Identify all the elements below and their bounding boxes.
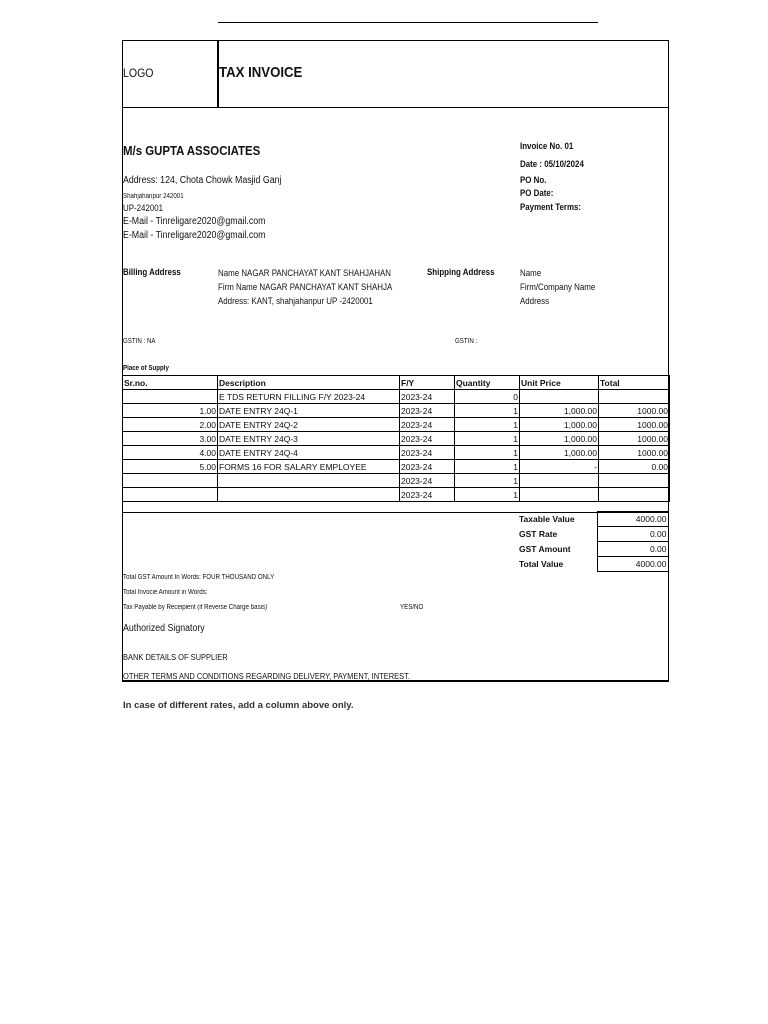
table-row [123,418,670,432]
shipping-address: Address [520,296,550,306]
cell-quantity: 1 [455,432,520,446]
table-row [123,390,670,404]
items-table [122,375,670,502]
cell-fy: 2023-24 [400,446,455,460]
shipping-address-label: Shipping Address [427,267,495,277]
col-header-unit-price: Unit Price [520,376,599,390]
total-value: 4000.00 [597,557,668,572]
cell-description [218,488,400,502]
billing-firm: Firm Name NAGAR PANCHAYAT KANT SHAHJA [218,282,393,292]
supplier-name: M/s GUPTA ASSOCIATES [123,143,261,158]
cell-description: DATE ENTRY 24Q-4 [218,446,400,460]
cell-unit-price [520,390,599,404]
billing-name: Name NAGAR PANCHAYAT KANT SHAHJAHAN [218,268,391,278]
col-header-quantity: Quantity [455,376,520,390]
cell-total: 1000.00 [599,446,670,460]
cell-quantity: 0 [455,390,520,404]
invoice-number: Invoice No. 01 [520,141,574,151]
billing-address-label: Billing Address [123,267,181,277]
supplier-state: UP-242001 [123,203,164,213]
supplier-address: Address: 124, Chota Chowk Masjid Ganj [123,175,282,186]
table-row [123,404,670,418]
cell-quantity: 1 [455,418,520,432]
totals-row [518,527,668,542]
cell-total [599,488,670,502]
cell-fy: 2023-24 [400,460,455,474]
invoice-sheet [122,40,669,682]
gst-rate-label: GST Rate [519,529,558,539]
cell-srno: 1.00 [123,404,218,418]
reverse-charge-yes-no: YES/NO [400,604,424,611]
cell-fy: 2023-24 [400,404,455,418]
cell-quantity: 1 [455,460,520,474]
cell-total: 1000.00 [599,432,670,446]
cell-unit-price [520,488,599,502]
po-number: PO No. [520,175,547,185]
cell-total: 0.00 [599,460,670,474]
top-rule [218,22,598,23]
cell-unit-price: 1,000.00 [520,418,599,432]
authorized-signatory: Authorized Signatory [123,623,205,634]
cell-unit-price: 1,000.00 [520,432,599,446]
cell-total [599,390,670,404]
cell-unit-price: 1,000.00 [520,404,599,418]
cell-total: 1000.00 [599,418,670,432]
gst-rate-value: 0.00 [597,527,668,542]
taxable-value-label: Taxable Value [519,514,575,524]
reverse-charge-note: Tax Payable by Receipient (if Reverse Charge basis) [123,604,268,611]
billing-gstin: GSTIN : NA [123,338,156,345]
cell-unit-price [520,474,599,488]
cell-description: DATE ENTRY 24Q-2 [218,418,400,432]
shipping-firm: Firm/Company Name [520,282,596,292]
cell-srno: 5.00 [123,460,218,474]
cell-description: E TDS RETURN FILLING F/Y 2023-24 [218,390,400,404]
col-header-description: Description [218,376,400,390]
cell-unit-price: - [520,460,599,474]
cell-description: FORMS 16 FOR SALARY EMPLOYEE [218,460,400,474]
cell-srno [123,390,218,404]
gst-amount-in-words: Total GST Amount In Words: FOUR THOUSAND ONLY [123,574,275,581]
document-title: TAX INVOICE [219,64,303,81]
cell-srno [123,474,218,488]
place-of-supply: Place of Supply [123,365,169,372]
rates-note: In case of different rates, add a column above only. [123,700,354,711]
cell-fy: 2023-24 [400,390,455,404]
cell-unit-price: 1,000.00 [520,446,599,460]
totals-table [518,511,669,572]
cell-srno [123,488,218,502]
cell-quantity: 1 [455,446,520,460]
table-row [123,460,670,474]
gst-amount-value: 0.00 [597,542,668,557]
cell-description: DATE ENTRY 24Q-3 [218,432,400,446]
invoice-date: Date : 05/10/2024 [520,159,584,169]
terms-and-conditions: OTHER TERMS AND CONDITIONS REGARDING DELIVERY, PAYMENT, INTEREST. [123,671,410,681]
taxable-value: 4000.00 [597,512,668,527]
shipping-gstin: GSTIN : [455,338,478,345]
cell-total: 1000.00 [599,404,670,418]
supplier-email-1[interactable]: E-Mail - Tinreligare2020@gmail.com [123,216,266,227]
bank-details-label: BANK DETAILS OF SUPPLIER [123,652,228,662]
header-bottom-rule [122,107,669,108]
cell-quantity: 1 [455,404,520,418]
table-row [123,446,670,460]
total-value-label: Total Value [519,559,564,569]
cell-description [218,474,400,488]
cell-fy: 2023-24 [400,474,455,488]
col-header-fy: F/Y [400,376,455,390]
table-row [123,432,670,446]
cell-fy: 2023-24 [400,488,455,502]
cell-quantity: 1 [455,488,520,502]
col-header-total: Total [599,376,670,390]
logo-placeholder: LOGO [123,66,154,80]
items-header-row [123,376,670,390]
supplier-city: Shahjahanpur 242001 [123,193,184,200]
totals-row [518,557,668,572]
po-date: PO Date: [520,188,554,198]
billing-address: Address: KANT, shahjahanpur UP -2420001 [218,296,373,306]
table-row [123,488,670,502]
table-row [123,474,670,488]
totals-row [518,512,668,527]
payment-terms: Payment Terms: [520,202,582,212]
cell-total [599,474,670,488]
cell-quantity: 1 [455,474,520,488]
cell-srno: 2.00 [123,418,218,432]
gst-amount-label: GST Amount [519,544,571,554]
supplier-email-2[interactable]: E-Mail - Tinreligare2020@gmail.com [123,230,266,241]
totals-row [518,542,668,557]
cell-srno: 4.00 [123,446,218,460]
cell-fy: 2023-24 [400,418,455,432]
cell-fy: 2023-24 [400,432,455,446]
invoice-amount-in-words: Total Invocie Amount in Words: [123,589,208,596]
cell-srno: 3.00 [123,432,218,446]
cell-description: DATE ENTRY 24Q-1 [218,404,400,418]
col-header-srno: Sr.no. [123,376,218,390]
shipping-name: Name [520,268,542,278]
